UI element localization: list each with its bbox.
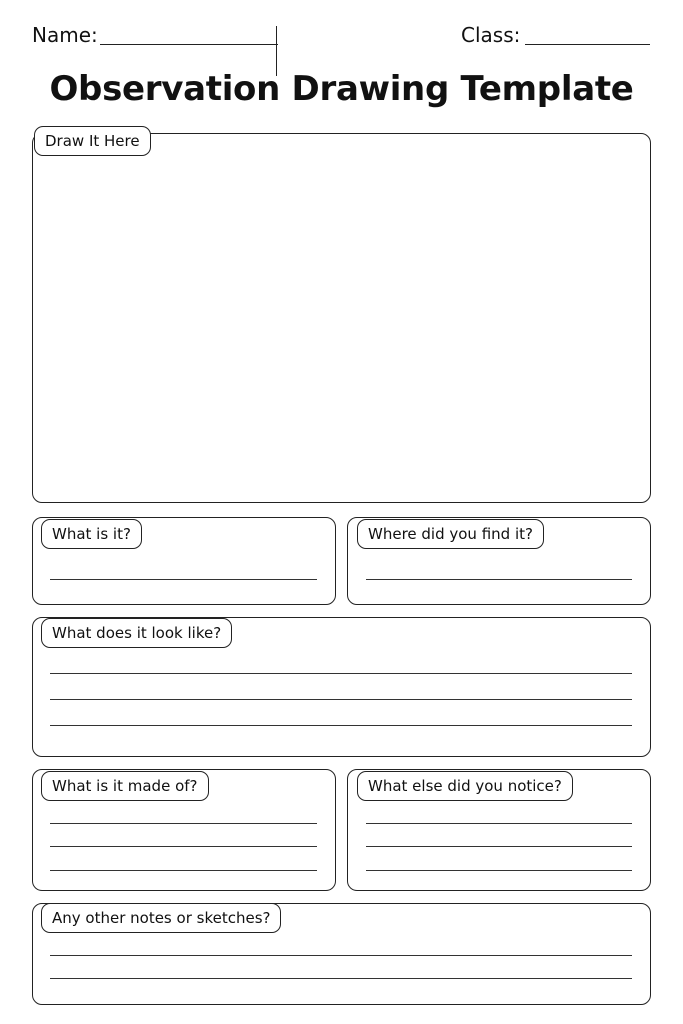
where-found-answer-line[interactable]: [366, 579, 632, 580]
other-notes-answer-line[interactable]: [50, 955, 632, 956]
class-label: Class:: [461, 23, 521, 47]
else-notice-answer-line[interactable]: [366, 823, 632, 824]
look-like-label: What does it look like?: [41, 618, 232, 648]
class-field-line[interactable]: [525, 44, 650, 45]
else-notice-answer-line[interactable]: [366, 870, 632, 871]
made-of-answer-line[interactable]: [50, 823, 317, 824]
made-of-answer-line[interactable]: [50, 870, 317, 871]
else-notice-answer-line[interactable]: [366, 846, 632, 847]
what-is-it-label: What is it?: [41, 519, 142, 549]
what-is-it-answer-line[interactable]: [50, 579, 317, 580]
else-notice-label: What else did you notice?: [357, 771, 573, 801]
look-like-answer-line[interactable]: [50, 699, 632, 700]
other-notes-answer-line[interactable]: [50, 978, 632, 979]
name-label: Name:: [32, 23, 98, 47]
draw-section-label: Draw It Here: [34, 126, 151, 156]
name-field-line[interactable]: [100, 44, 278, 45]
where-found-label: Where did you find it?: [357, 519, 544, 549]
made-of-label: What is it made of?: [41, 771, 209, 801]
page-title: Observation Drawing Template: [49, 69, 634, 109]
drawing-area[interactable]: [32, 133, 651, 503]
other-notes-label: Any other notes or sketches?: [41, 903, 281, 933]
look-like-answer-line[interactable]: [50, 673, 632, 674]
look-like-answer-line[interactable]: [50, 725, 632, 726]
made-of-answer-line[interactable]: [50, 846, 317, 847]
